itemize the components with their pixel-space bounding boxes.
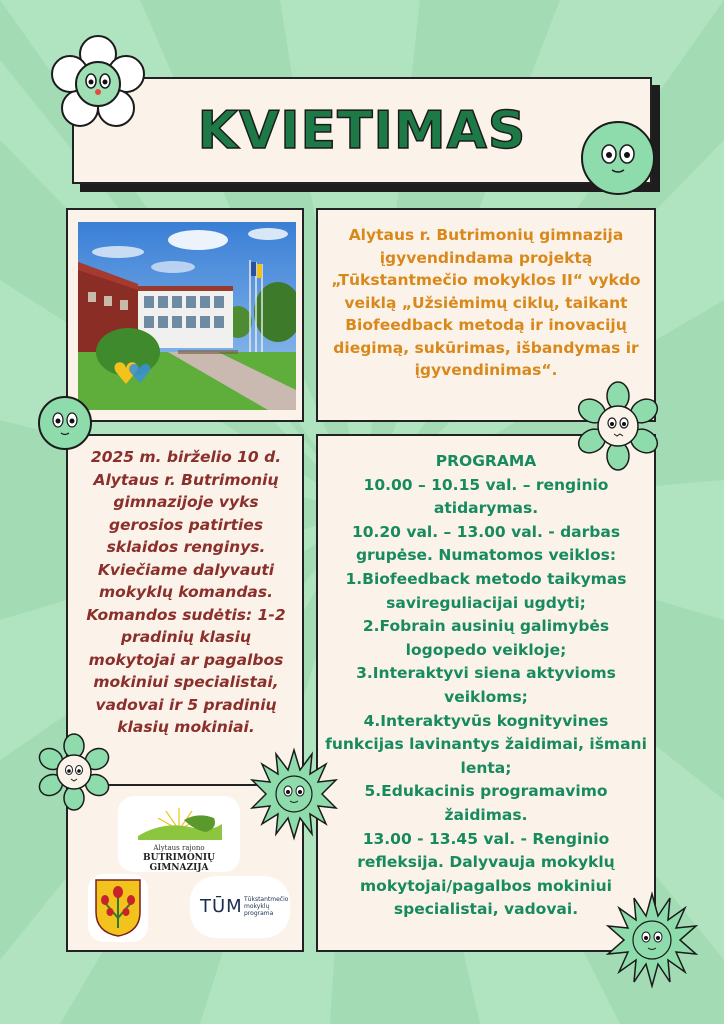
tum-logo-line: mokyklų [244, 903, 270, 910]
program-line: 10.00 – 10.15 val. – renginio [363, 475, 609, 494]
program-line: 10.20 val. – 13.00 val. - darbas [351, 522, 621, 541]
flower-face-icon [576, 116, 660, 200]
sun-face-icon [602, 890, 702, 990]
program-text [324, 450, 648, 922]
event-line: pradinių klasių [120, 628, 252, 646]
page-title: KVIETIMAS [197, 100, 527, 161]
program-card [316, 434, 656, 952]
event-line: Kviečiame dalyvauti [97, 560, 275, 579]
program-line: 1.Biofeedback metodo taikymas [345, 569, 627, 588]
intro-line: Biofeedback metodą ir inovacijų [345, 316, 627, 334]
school-logo-small: Alytaus rajono [153, 844, 205, 852]
intro-line: Alytaus r. Butrimonių gimnazija [348, 226, 624, 244]
tum-logo-text [244, 896, 288, 917]
school-logo [118, 796, 240, 872]
event-line: mokytojai ar pagalbos [88, 650, 284, 669]
tum-logo-line: Tūkstantmečio [244, 896, 289, 903]
flower-face-icon [44, 30, 152, 138]
school-photo [78, 222, 296, 410]
event-line: klasių mokiniai. [117, 718, 255, 736]
program-line: specialistai, vadovai. [393, 900, 579, 919]
program-line: funkcijas lavinantys žaidimai, išmani [325, 735, 647, 754]
program-line: veikloms; [444, 687, 528, 706]
tum-logo [190, 876, 290, 938]
flower-face-icon [32, 730, 116, 814]
program-line: refleksija. Dalyvauja mokyklų [357, 853, 615, 872]
photo-card [66, 208, 304, 422]
intro-text [326, 224, 646, 382]
coat-of-arms-icon [94, 878, 142, 938]
program-line: 13.00 - 13.45 val. - Renginio [362, 829, 610, 848]
program-line: mokytojai/pagalbos mokiniui [360, 876, 612, 895]
program-line: logopedo veikloje; [405, 640, 567, 659]
event-text [78, 446, 294, 739]
intro-line: veiklą „Užsiėmimų ciklų, taikant [344, 293, 628, 312]
program-line: grupėse. Numatomos veiklos: [355, 546, 617, 565]
event-line: gimnazijoje vyks [113, 493, 259, 511]
event-line: Alytaus r. Butrimonių [93, 470, 279, 489]
program-line: 5.Edukacinis programavimo [364, 782, 608, 801]
program-heading: PROGRAMA [435, 452, 537, 470]
event-line: Komandos sudėtis: 1-2 [86, 605, 286, 624]
coat-of-arms-logo [88, 874, 148, 942]
program-line: savireguliacijai ugdyti; [386, 593, 586, 612]
flower-face-icon [34, 392, 96, 454]
flower-face-icon [572, 380, 664, 472]
program-line: lenta; [460, 758, 512, 777]
event-line: mokyklų komandas. [99, 583, 273, 601]
event-line: vadovai ir 5 pradinių [95, 695, 277, 714]
intro-line: „Tūkstantmečio mokyklos II“ vykdo [331, 271, 641, 289]
program-line: žaidimas. [444, 805, 528, 824]
school-logo-graphic [134, 802, 224, 842]
event-line: sklaidos renginys. [106, 538, 266, 556]
tum-logo-line: programa [244, 910, 274, 917]
program-line: atidarymas. [433, 499, 539, 518]
program-line: 3.Interaktyvi siena aktyvioms [356, 664, 616, 683]
tum-logo-abbr: TŪM [200, 896, 243, 917]
title-card [72, 77, 652, 184]
event-line: mokiniui specialistai, [93, 673, 279, 691]
intro-line: įgyvendindama projektą [379, 248, 593, 267]
sun-face-icon [246, 746, 342, 842]
event-line: 2025 m. birželio 10 d. [90, 448, 282, 466]
program-line: 2.Fobrain ausinių galimybės [362, 617, 610, 636]
school-logo-name: BUTRIMONIŲ GIMNAZIJA [143, 853, 215, 873]
intro-line: įgyvendinimas“. [414, 361, 558, 379]
event-line: gerosios patirties [108, 515, 264, 534]
intro-line: diegimą, sukūrimas, išbandymas ir [333, 338, 639, 357]
program-line: 4.Interaktyvūs kognityvines [363, 711, 609, 730]
